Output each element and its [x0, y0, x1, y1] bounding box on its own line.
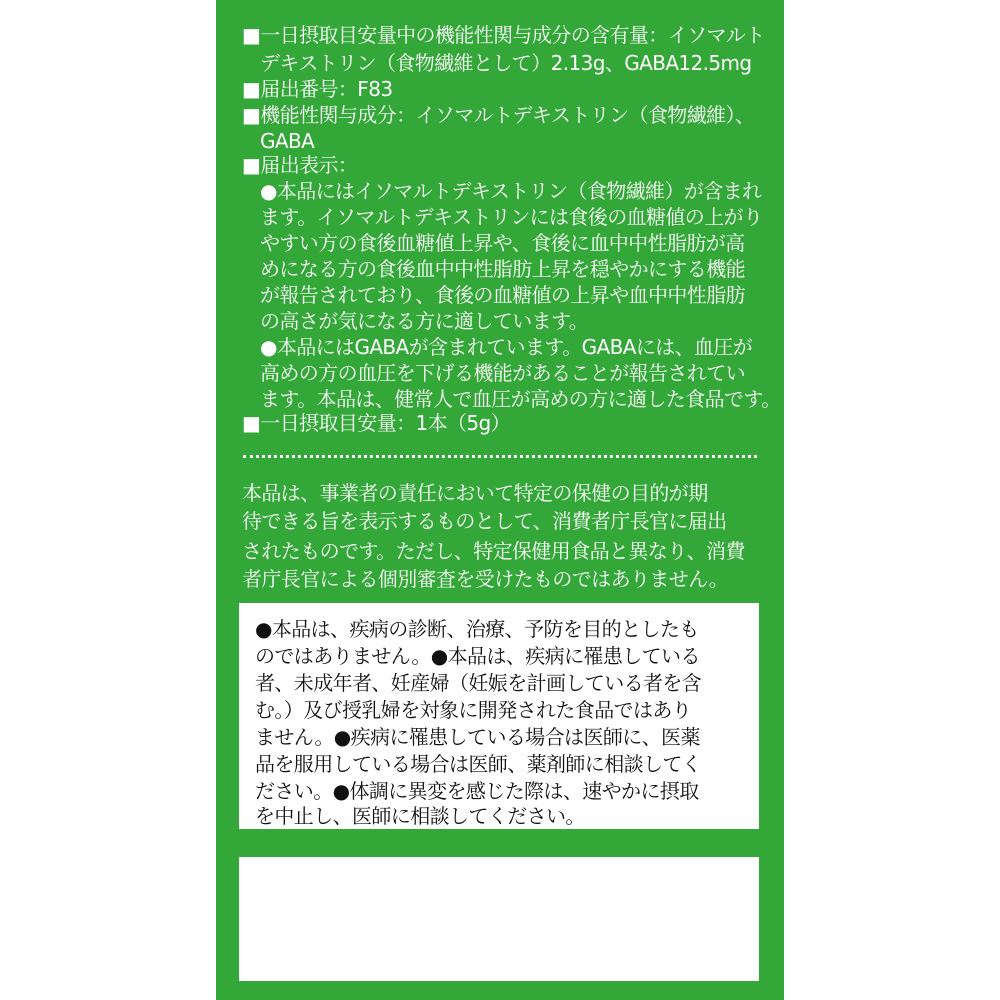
claim-line: めになる方の食後血中中性脂肪上昇を穏やかにする機能 — [260, 257, 745, 281]
notice-line: 本品は、事業者の責任において特定の保健の目的が期 — [242, 481, 708, 505]
claim-line: ●本品にはGABAが含まれています。GABAには、血圧が — [260, 335, 753, 359]
caution-box — [239, 603, 759, 829]
spec-line: ■届出表示： — [242, 153, 358, 177]
caution-line: む。）及び授乳婦を対象に開発された食品ではあり — [255, 698, 692, 722]
blank-label-box — [239, 857, 759, 981]
claim-line: やすい方の食後血糖値上昇や、食後に血中中性脂肪が高 — [260, 231, 745, 255]
spec-line: ■届出番号：F83 — [242, 77, 393, 101]
notice-line: 者庁長官による個別審査を受けたものではありません。 — [242, 567, 729, 591]
caution-line: ません。●疾病に罹患している場合は医師に、医薬 — [255, 725, 700, 749]
claim-line: ます。イソマルトデキストリンには食後の血糖値の上がり — [260, 205, 763, 229]
caution-line: のではありません。●本品は、疾病に罹患している — [255, 644, 700, 668]
claim-line: の高さが気になる方に適しています。 — [260, 309, 589, 333]
claim-line: が報告されており、食後の血糖値の上昇や血中中性脂肪 — [260, 283, 745, 307]
spec-line: GABA — [260, 129, 315, 153]
spec-line: ■一日摂取目安量中の機能性関与成分の含有量：イソマルト — [242, 23, 765, 47]
claim-line: ます。本品は、健常人で血圧が高めの方に適した食品です。 — [260, 387, 781, 411]
caution-line: ださい。●体調に異変を感じた際は、速やかに摂取 — [255, 779, 699, 803]
claim-line: ●本品にはイソマルトデキストリン（食物繊維）が含まれ — [260, 179, 762, 203]
caution-line: ●本品は、疾病の診断、治療、予防を目的としたも — [255, 617, 699, 641]
caution-line: を中止し、医師に相談してください。 — [255, 804, 585, 828]
spec-line: ■一日摂取目安量：1本（5g） — [242, 411, 511, 435]
notice-line: 待できる旨を表示するものとして、消費者庁長官に届出 — [242, 509, 727, 533]
dotted-divider — [243, 455, 757, 458]
caution-line: 者、未成年者、妊産婦（妊娠を計画している者を含 — [255, 671, 702, 695]
caution-line: 品を服用している場合は医師、薬剤師に相談してく — [255, 752, 702, 776]
notice-line: されたものです。ただし、特定保健用食品と異なり、消費 — [242, 539, 745, 563]
spec-line: デキストリン（食物繊維として）2.13g、GABA12.5mg — [260, 51, 752, 75]
claim-line: 高めの方の血圧を下げる機能があることが報告されてい — [260, 361, 745, 385]
spec-line: ■機能性関与成分：イソマルトデキストリン（食物繊維）、 — [242, 103, 755, 127]
